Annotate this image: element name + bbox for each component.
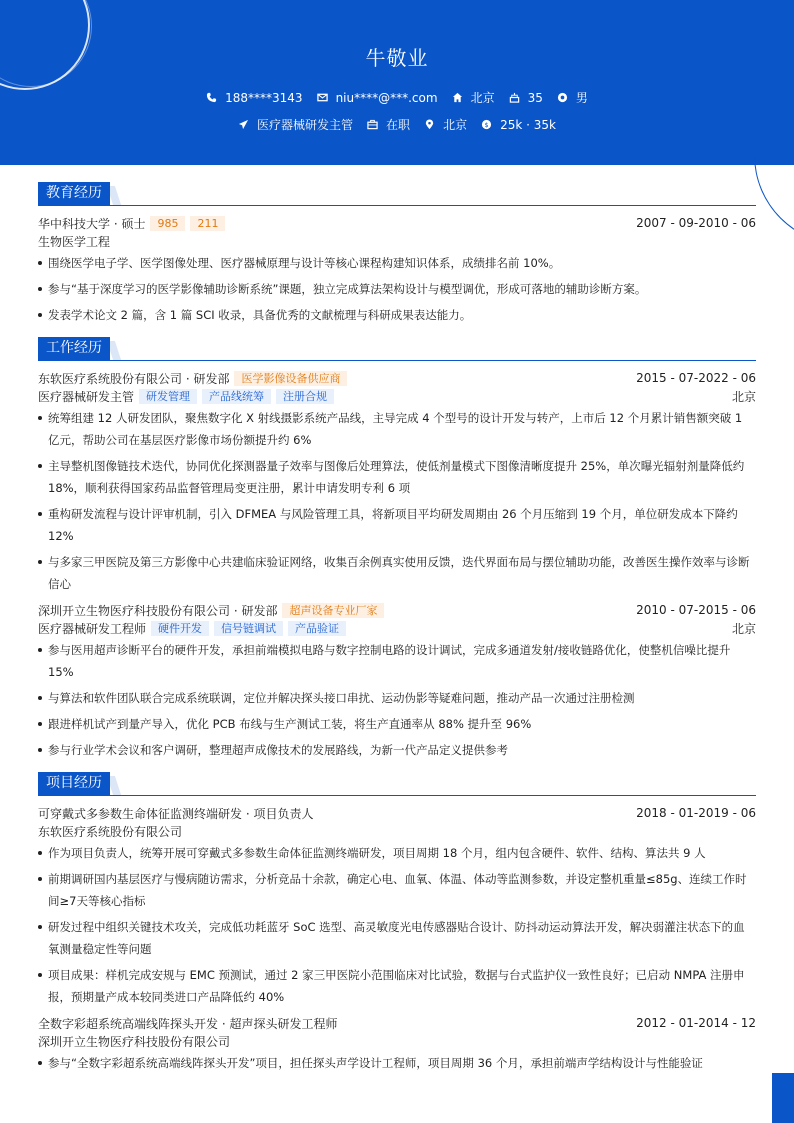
work-entry: [38, 601, 756, 761]
work-section: [38, 337, 756, 761]
phone-icon: [206, 92, 217, 103]
svg-text:$: $: [484, 120, 489, 129]
work-city: 北京: [731, 389, 756, 404]
entry-heading: [38, 214, 756, 232]
bullet-list: [38, 1052, 756, 1074]
company-tag: 超声设备专业厂家: [282, 603, 384, 618]
bullet-list: [38, 252, 756, 326]
send-icon: [238, 119, 249, 130]
cake-icon: [509, 92, 520, 103]
project-entry: [38, 804, 756, 1008]
home-icon: [452, 92, 463, 103]
entry-subheading: [38, 232, 756, 250]
job-title: 医疗器械研发主管: [38, 389, 135, 404]
list-item: 重构研发流程与设计评审机制，引入 DFMEA 与风险管理工具，将新项目平均研发周期由 26 个月压缩到 19 个月，单位研发成本下降约 12%: [38, 503, 756, 547]
project-org: 东软医疗系统股份有限公司: [38, 824, 183, 839]
entry-heading: [38, 1014, 756, 1032]
project-section: [38, 772, 756, 1074]
residence-info: [452, 89, 495, 106]
skill-tag: 注册合规: [276, 389, 334, 404]
target-city-info: [424, 116, 467, 133]
section-title: 项目经历: [38, 772, 110, 795]
section-title: 教育经历: [38, 182, 110, 205]
list-item: 参与“基于深度学习的医学影像辅助诊断系统”课题，独立完成算法架构设计与模型调优，形成可落地的辅助诊断方案。: [38, 278, 756, 300]
education-entry: [38, 214, 756, 326]
entry-date: 2015 - 07-2022 - 06: [636, 371, 756, 385]
entry-date: 2012 - 01-2014 - 12: [636, 1016, 756, 1030]
target-city-text: 北京: [443, 118, 468, 132]
briefcase-icon: [367, 119, 378, 130]
major-name: 生物医学工程: [38, 234, 111, 249]
project-name: 可穿戴式多参数生命体征监测终端研发 · 项目负责人: [38, 806, 314, 821]
list-item: 作为项目负责人，统筹开展可穿戴式多参数生命体征监测终端研发，项目周期 18 个月，组内包含硬件、软件、结构、算法共 9 人: [38, 842, 756, 864]
list-item: 研发过程中组织关键技术攻关，完成低功耗蓝牙 SoC 选型、高灵敏度光电传感器贴合设计、防抖动运动算法开发，解决弱灌注状态下的血氧测量稳定性等问题: [38, 916, 756, 960]
header-banner: [0, 0, 794, 165]
skill-tag: 信号链调试: [214, 621, 283, 636]
age-info: [509, 91, 543, 105]
bullet-list: [38, 842, 756, 1008]
decorative-side-block: [772, 1073, 794, 1123]
list-item: 发表学术论文 2 篇，含 1 篇 SCI 收录，具备优秀的文献梳理与科研成果表达能力。: [38, 304, 756, 326]
company-name: 深圳开立生物医疗科技股份有限公司 · 研发部: [38, 603, 278, 618]
list-item: 与多家三甲医院及第三方影像中心共建临床验证网络，收集百余例真实使用反馈，迭代界面布局与摆位辅助功能，改善医生操作效率与诊断信心: [38, 551, 756, 595]
gender-icon: [557, 92, 568, 103]
project-entry: [38, 1014, 756, 1074]
entry-heading: [38, 369, 756, 387]
list-item: 主导整机图像链技术迭代，协同优化探测器量子效率与图像后处理算法，使低剂量模式下图像清晰度提升 25%，单次曝光辐射剂量降低约 18%，顺利获得国家药品监督管理局变更注册，累计申请发明专利 6 项: [38, 455, 756, 499]
job-intent-row: [0, 116, 794, 133]
job-title: 医疗器械研发工程师: [38, 621, 147, 636]
gender-text: 男: [575, 91, 588, 105]
status-info: [367, 116, 410, 133]
project-org: 深圳开立生物医疗科技股份有限公司: [38, 1034, 231, 1049]
candidate-name: 牛敬业: [365, 46, 429, 70]
list-item: 项目成果：样机完成安规与 EMC 预测试，通过 2 家三甲医院小范围临床对比试验，数据与台式监护仪一致性良好；已启动 NMPA 注册申报，预期量产成本较同类进口产品降低约 40%: [38, 964, 756, 1008]
list-item: 围绕医学电子学、医学图像处理、医疗器械原理与设计等核心课程构建知识体系，成绩排名前 10%。: [38, 252, 756, 274]
list-item: 跟进样机试产到量产导入，优化 PCB 布线与生产测试工装，将生产直通率从 88% 提升至 96%: [38, 713, 756, 735]
entry-date: 2010 - 07-2015 - 06: [636, 603, 756, 617]
school-tag: 985: [150, 216, 185, 231]
target-position-text: 医疗器械研发主管: [257, 118, 354, 132]
email-text: niu****@***.com: [335, 90, 438, 105]
skill-tag: 硬件开发: [151, 621, 209, 636]
skill-tag: 产品验证: [288, 621, 346, 636]
location-icon: [424, 119, 435, 130]
decorative-arc: [754, 135, 794, 245]
skill-tag: 产品线统筹: [202, 389, 271, 404]
phone-info: [206, 91, 302, 105]
age-text: 35: [527, 90, 543, 105]
bullet-list: [38, 639, 756, 761]
section-title: 工作经历: [38, 337, 110, 360]
mail-icon: [317, 92, 328, 103]
contact-row: [0, 89, 794, 106]
school-name: 华中科技大学 · 硕士: [38, 216, 146, 231]
section-header: [38, 772, 756, 796]
target-position-info: [238, 116, 353, 133]
list-item: 与算法和软件团队联合完成系统联调，定位并解决探头接口串扰、运动伪影等疑难问题，推动产品一次通过注册检测: [38, 687, 756, 709]
entry-subheading: [38, 387, 756, 405]
skill-tag: 研发管理: [139, 389, 197, 404]
project-name: 全数字彩超系统高端线阵探头开发 · 超声探头研发工程师: [38, 1016, 338, 1031]
company-tag: 医学影像设备供应商: [234, 371, 347, 386]
section-header: [38, 182, 756, 206]
salary-text: 25k · 35k: [500, 117, 556, 132]
status-text: 在职: [386, 118, 411, 132]
entry-heading: [38, 804, 756, 822]
school-tag: 211: [190, 216, 225, 231]
entry-subheading: [38, 822, 756, 840]
entry-subheading: [38, 619, 756, 637]
money-icon: [481, 119, 492, 130]
list-item: 统筹组建 12 人研发团队，聚焦数字化 X 射线摄影系统产品线，主导完成 4 个型号的设计开发与转产，上市后 12 个月累计销售额突破 1 亿元，帮助公司在基层医疗影像市场份额提升约 6%: [38, 407, 756, 451]
residence-text: 北京: [470, 91, 495, 105]
list-item: 参与医用超声诊断平台的硬件开发，承担前端模拟电路与数字控制电路的设计调试，完成多通道发射/接收链路优化，使整机信噪比提升 15%: [38, 639, 756, 683]
bullet-list: [38, 407, 756, 595]
entry-subheading: [38, 1032, 756, 1050]
work-city: 北京: [731, 621, 756, 636]
entry-heading: [38, 601, 756, 619]
entry-date: 2007 - 09-2010 - 06: [636, 216, 756, 230]
phone-text: 188****3143: [225, 90, 303, 105]
email-info: [317, 91, 438, 105]
work-entry: [38, 369, 756, 595]
list-item: 参与“全数字彩超系统高端线阵探头开发”项目，担任探头声学设计工程师，项目周期 36 个月，承担前端声学结构设计与性能验证: [38, 1052, 756, 1074]
gender-info: [557, 89, 588, 106]
list-item: 前期调研国内基层医疗与慢病随访需求，分析竞品十余款，确定心电、血氧、体温、体动等监测参数，并设定整机重量≤85g、连续工作时间≥7天等核心指标: [38, 868, 756, 912]
salary-info: [481, 118, 556, 132]
entry-date: 2018 - 01-2019 - 06: [636, 806, 756, 820]
section-header: [38, 337, 756, 361]
company-name: 东软医疗系统股份有限公司 · 研发部: [38, 371, 230, 386]
list-item: 参与行业学术会议和客户调研，整理超声成像技术的发展路线，为新一代产品定义提供参考: [38, 739, 756, 761]
education-section: [38, 182, 756, 326]
resume-body: [38, 182, 756, 1085]
